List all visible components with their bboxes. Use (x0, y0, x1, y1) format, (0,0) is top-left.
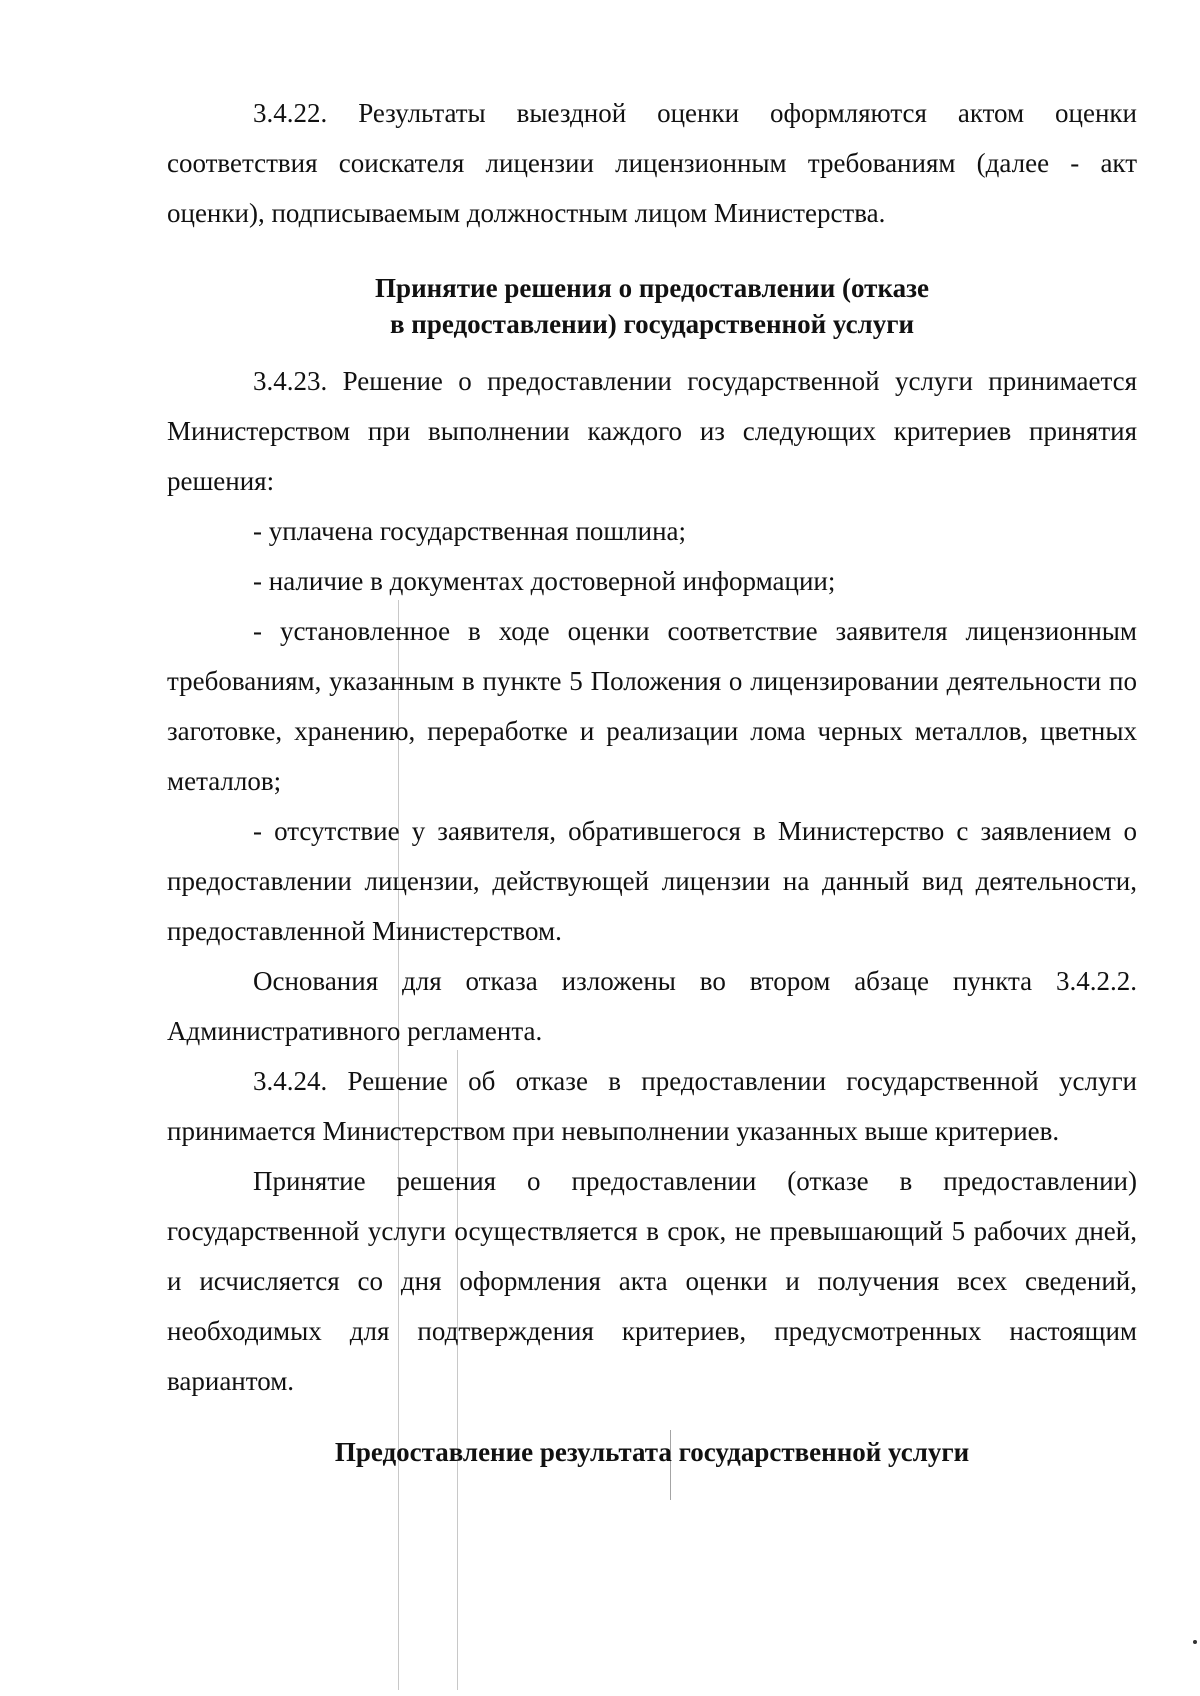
section-heading-decision (167, 270, 1137, 342)
heading-line-2: в предоставлении) государственной услуги (389, 309, 915, 339)
document-page (167, 88, 1137, 1470)
section-heading-result: Предоставление результата государственной услуги (334, 1437, 970, 1467)
scan-artifact-dot (1193, 1640, 1197, 1644)
criterion-item: - отсутствие у заявителя, обратившегося в Министерство с заявлением о предоставлении лицензии, действующей лицензии на данный вид деятельности, предоставленной Министерством. (167, 816, 1137, 946)
paragraph-deadline: Принятие решения о предоставлении (отказе в предоставлении) государственной услуги осуществляется в срок, не превышающий 5 рабочих дней, и исчисляется со дня оформления акта оценки и получения всех сведений, необходимых для подтверждения критериев, предусмотренных настоящим вариантом. (167, 1166, 1137, 1396)
criterion-item: - уплачена государственная пошлина; (253, 516, 687, 546)
criterion-item: - наличие в документах достоверной информации; (253, 566, 836, 596)
paragraph-3-4-24: 3.4.24. Решение об отказе в предоставлении государственной услуги принимается Министерством при невыполнении указанных выше критериев. (167, 1066, 1137, 1146)
paragraph-3-4-23: 3.4.23. Решение о предоставлении государственной услуги принимается Министерством при выполнении каждого из следующих критериев принятия решения: (167, 366, 1137, 496)
heading-line-1: Принятие решения о предоставлении (отказе (375, 273, 929, 303)
paragraph-refusal-grounds: Основания для отказа изложены во втором абзаце пункта 3.4.2.2. Административного регламента. (167, 966, 1137, 1046)
paragraph-3-4-22: 3.4.22. Результаты выездной оценки оформляются актом оценки соответствия соискателя лицензии лицензионным требованиям (далее - акт оценки), подписываемым должностным лицом Министерства. (167, 98, 1137, 228)
criterion-item: - установленное в ходе оценки соответствие заявителя лицензионным требованиям, указанным в пункте 5 Положения о лицензировании деятельности по заготовке, хранению, переработке и реализации лома черных металлов, цветных металлов; (167, 616, 1137, 796)
